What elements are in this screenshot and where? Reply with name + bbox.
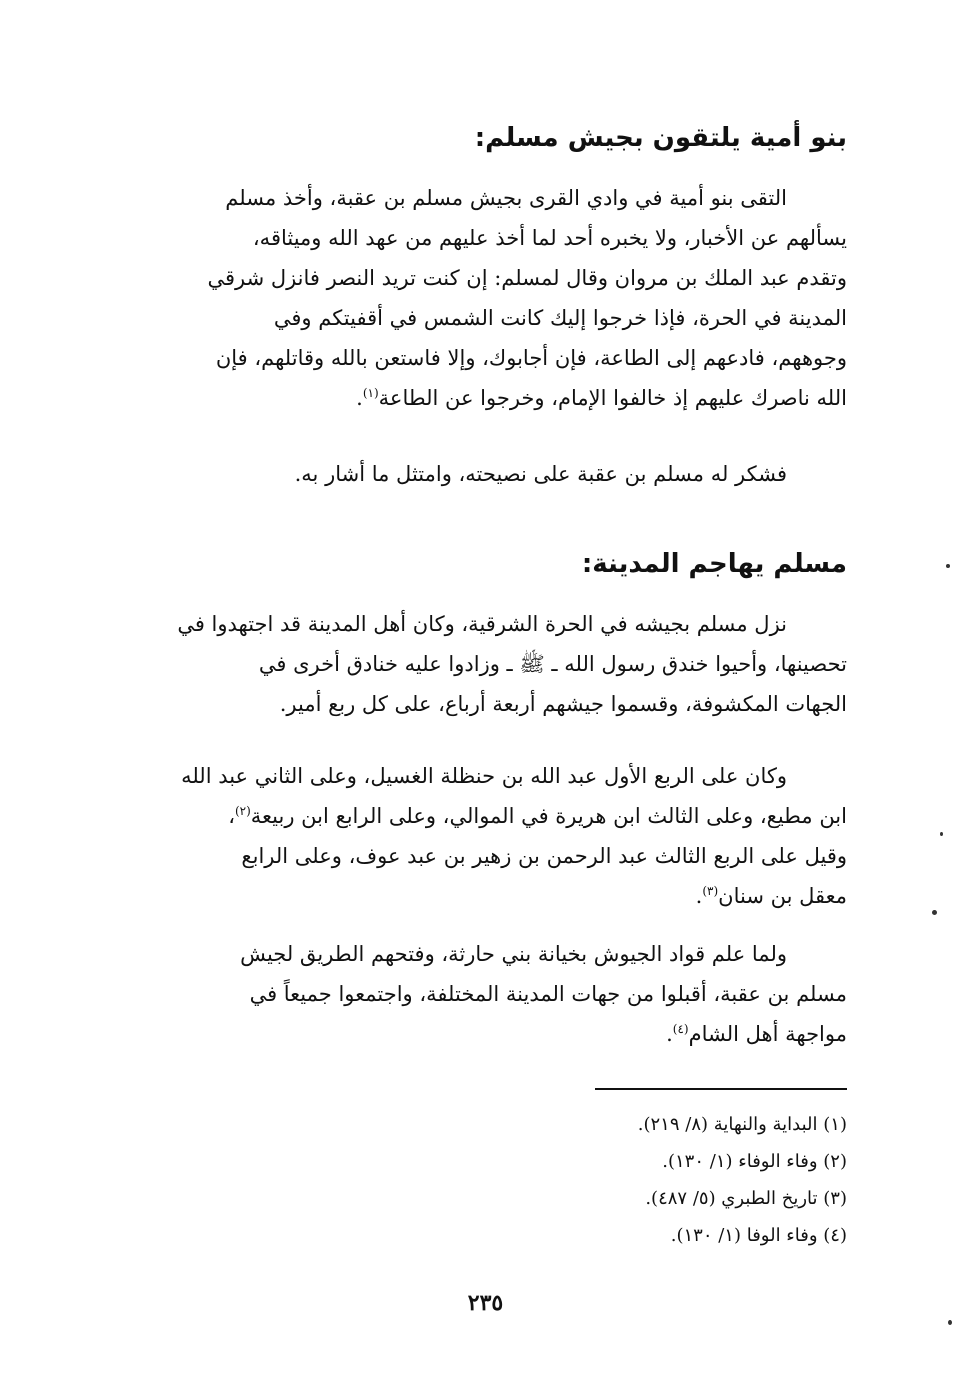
footnote-ref-3: (٣) bbox=[702, 884, 719, 898]
paragraph-fortifications bbox=[82, 604, 847, 724]
scan-speck bbox=[948, 1320, 952, 1325]
text-line bbox=[82, 378, 847, 418]
text-line bbox=[82, 1014, 847, 1054]
line-punctuation: ، bbox=[228, 804, 235, 828]
text-line-content: نزل مسلم بجيشه في الحرة الشرقية، وكان أهل المدينة قد اجتهدوا في bbox=[177, 612, 787, 636]
text-line: وتقدم عبد الملك بن مروان وقال لمسلم: إن كنت تريد النصر فانزل شرقي bbox=[207, 266, 847, 290]
text-line-content: معقل بن سنان bbox=[718, 884, 847, 908]
text-line: مسلم بن عقبة، أقبلوا من جهات المدينة المختلفة، واجتمعوا جميعاً في bbox=[249, 982, 847, 1006]
text-line-content: فشكر له مسلم بن عقبة على نصيحته، وامتثل ما أشار به. bbox=[294, 462, 787, 486]
text-line: وجوههم، فادعهم إلى الطاعة، فإن أجابوك، وإلا فاستعن بالله وقاتلهم، فإن bbox=[215, 346, 847, 370]
text-line: المدينة في الحرة، فإذا خرجوا إليك كانت الشمس في أقفيتكم وفي bbox=[273, 306, 847, 330]
paragraph-umayyads-meeting bbox=[82, 178, 847, 418]
text-line bbox=[82, 876, 847, 916]
text-line bbox=[82, 178, 847, 218]
footnote-ref-1: (١) bbox=[362, 386, 379, 400]
text-line bbox=[82, 454, 847, 494]
footnote-1: (١) البداية والنهاية (٨/ ٢١٩). bbox=[637, 1114, 847, 1135]
text-line bbox=[82, 604, 847, 644]
sentence-end: . bbox=[695, 884, 703, 908]
text-line-content: مواجهة أهل الشام bbox=[688, 1022, 847, 1046]
text-line-content: الله ناصرك عليهم إذ خالفوا الإمام، وخرجوا عن الطاعة bbox=[378, 386, 847, 410]
footnote-2: (٢) وفاء الوفاء (١/ ١٣٠). bbox=[662, 1151, 847, 1172]
text-line-content: التقى بنو أمية في وادي القرى بجيش مسلم بن عقبة، وأخذ مسلم bbox=[225, 186, 787, 210]
text-line-content: ابن مطيع، وعلى الثالث ابن هريرة في الموالي، وعلى الرابع ابن ربيعة bbox=[250, 804, 847, 828]
scan-speck bbox=[940, 832, 943, 836]
text-line: تحصينها، وأحيوا خندق رسول الله ـ ﷺ ـ وزادوا عليه خنادق أخرى في bbox=[258, 652, 847, 676]
page-number: ٢٣٥ bbox=[467, 1290, 504, 1316]
footnotes bbox=[347, 1106, 847, 1254]
section-heading-umayyads-meet-muslim: بنو أمية يلتقون بجيش مسلم: bbox=[474, 123, 847, 153]
text-line bbox=[82, 796, 847, 836]
paragraph-thanks bbox=[82, 454, 847, 494]
text-line: وقيل على الربع الثالث عبد الرحمن بن زهير بن عبد عوف، وعلى الرابع bbox=[241, 844, 847, 868]
scan-speck bbox=[946, 564, 950, 568]
footnote-ref-2: (٢) bbox=[234, 804, 251, 818]
text-line: يسألهم عن الأخبار، ولا يخبره أحد لما أخذ عليهم من عهد الله وميثاقه، bbox=[252, 226, 847, 250]
sentence-end: . bbox=[356, 386, 363, 410]
text-line bbox=[82, 934, 847, 974]
footnote-ref-4: (٤) bbox=[672, 1022, 689, 1036]
paragraph-quarter-commanders bbox=[82, 756, 847, 916]
footnote-separator bbox=[595, 1088, 847, 1090]
sentence-end: . bbox=[666, 1022, 673, 1046]
text-line: الجهات المكشوفة، وقسموا جيشهم أربعة أرباع، على كل ربع أمير. bbox=[279, 692, 847, 716]
text-line-content: ولما علم قواد الجيوش بخيانة بني حارثة، وفتحهم الطريق لجيش bbox=[240, 942, 787, 966]
text-line-content: وكان على الربع الأول عبد الله بن حنظلة الغسيل، وعلى الثاني عبد الله bbox=[181, 764, 787, 788]
section-heading-muslim-attacks-medina: مسلم يهاجم المدينة: bbox=[581, 549, 847, 579]
paragraph-betrayal bbox=[82, 934, 847, 1054]
footnote-4: (٤) وفاء الوفا (١/ ١٣٠). bbox=[670, 1225, 847, 1246]
footnote-3: (٣) تاريخ الطبري (٥/ ٤٨٧). bbox=[645, 1188, 847, 1209]
scan-speck bbox=[932, 910, 937, 915]
text-line bbox=[82, 756, 847, 796]
